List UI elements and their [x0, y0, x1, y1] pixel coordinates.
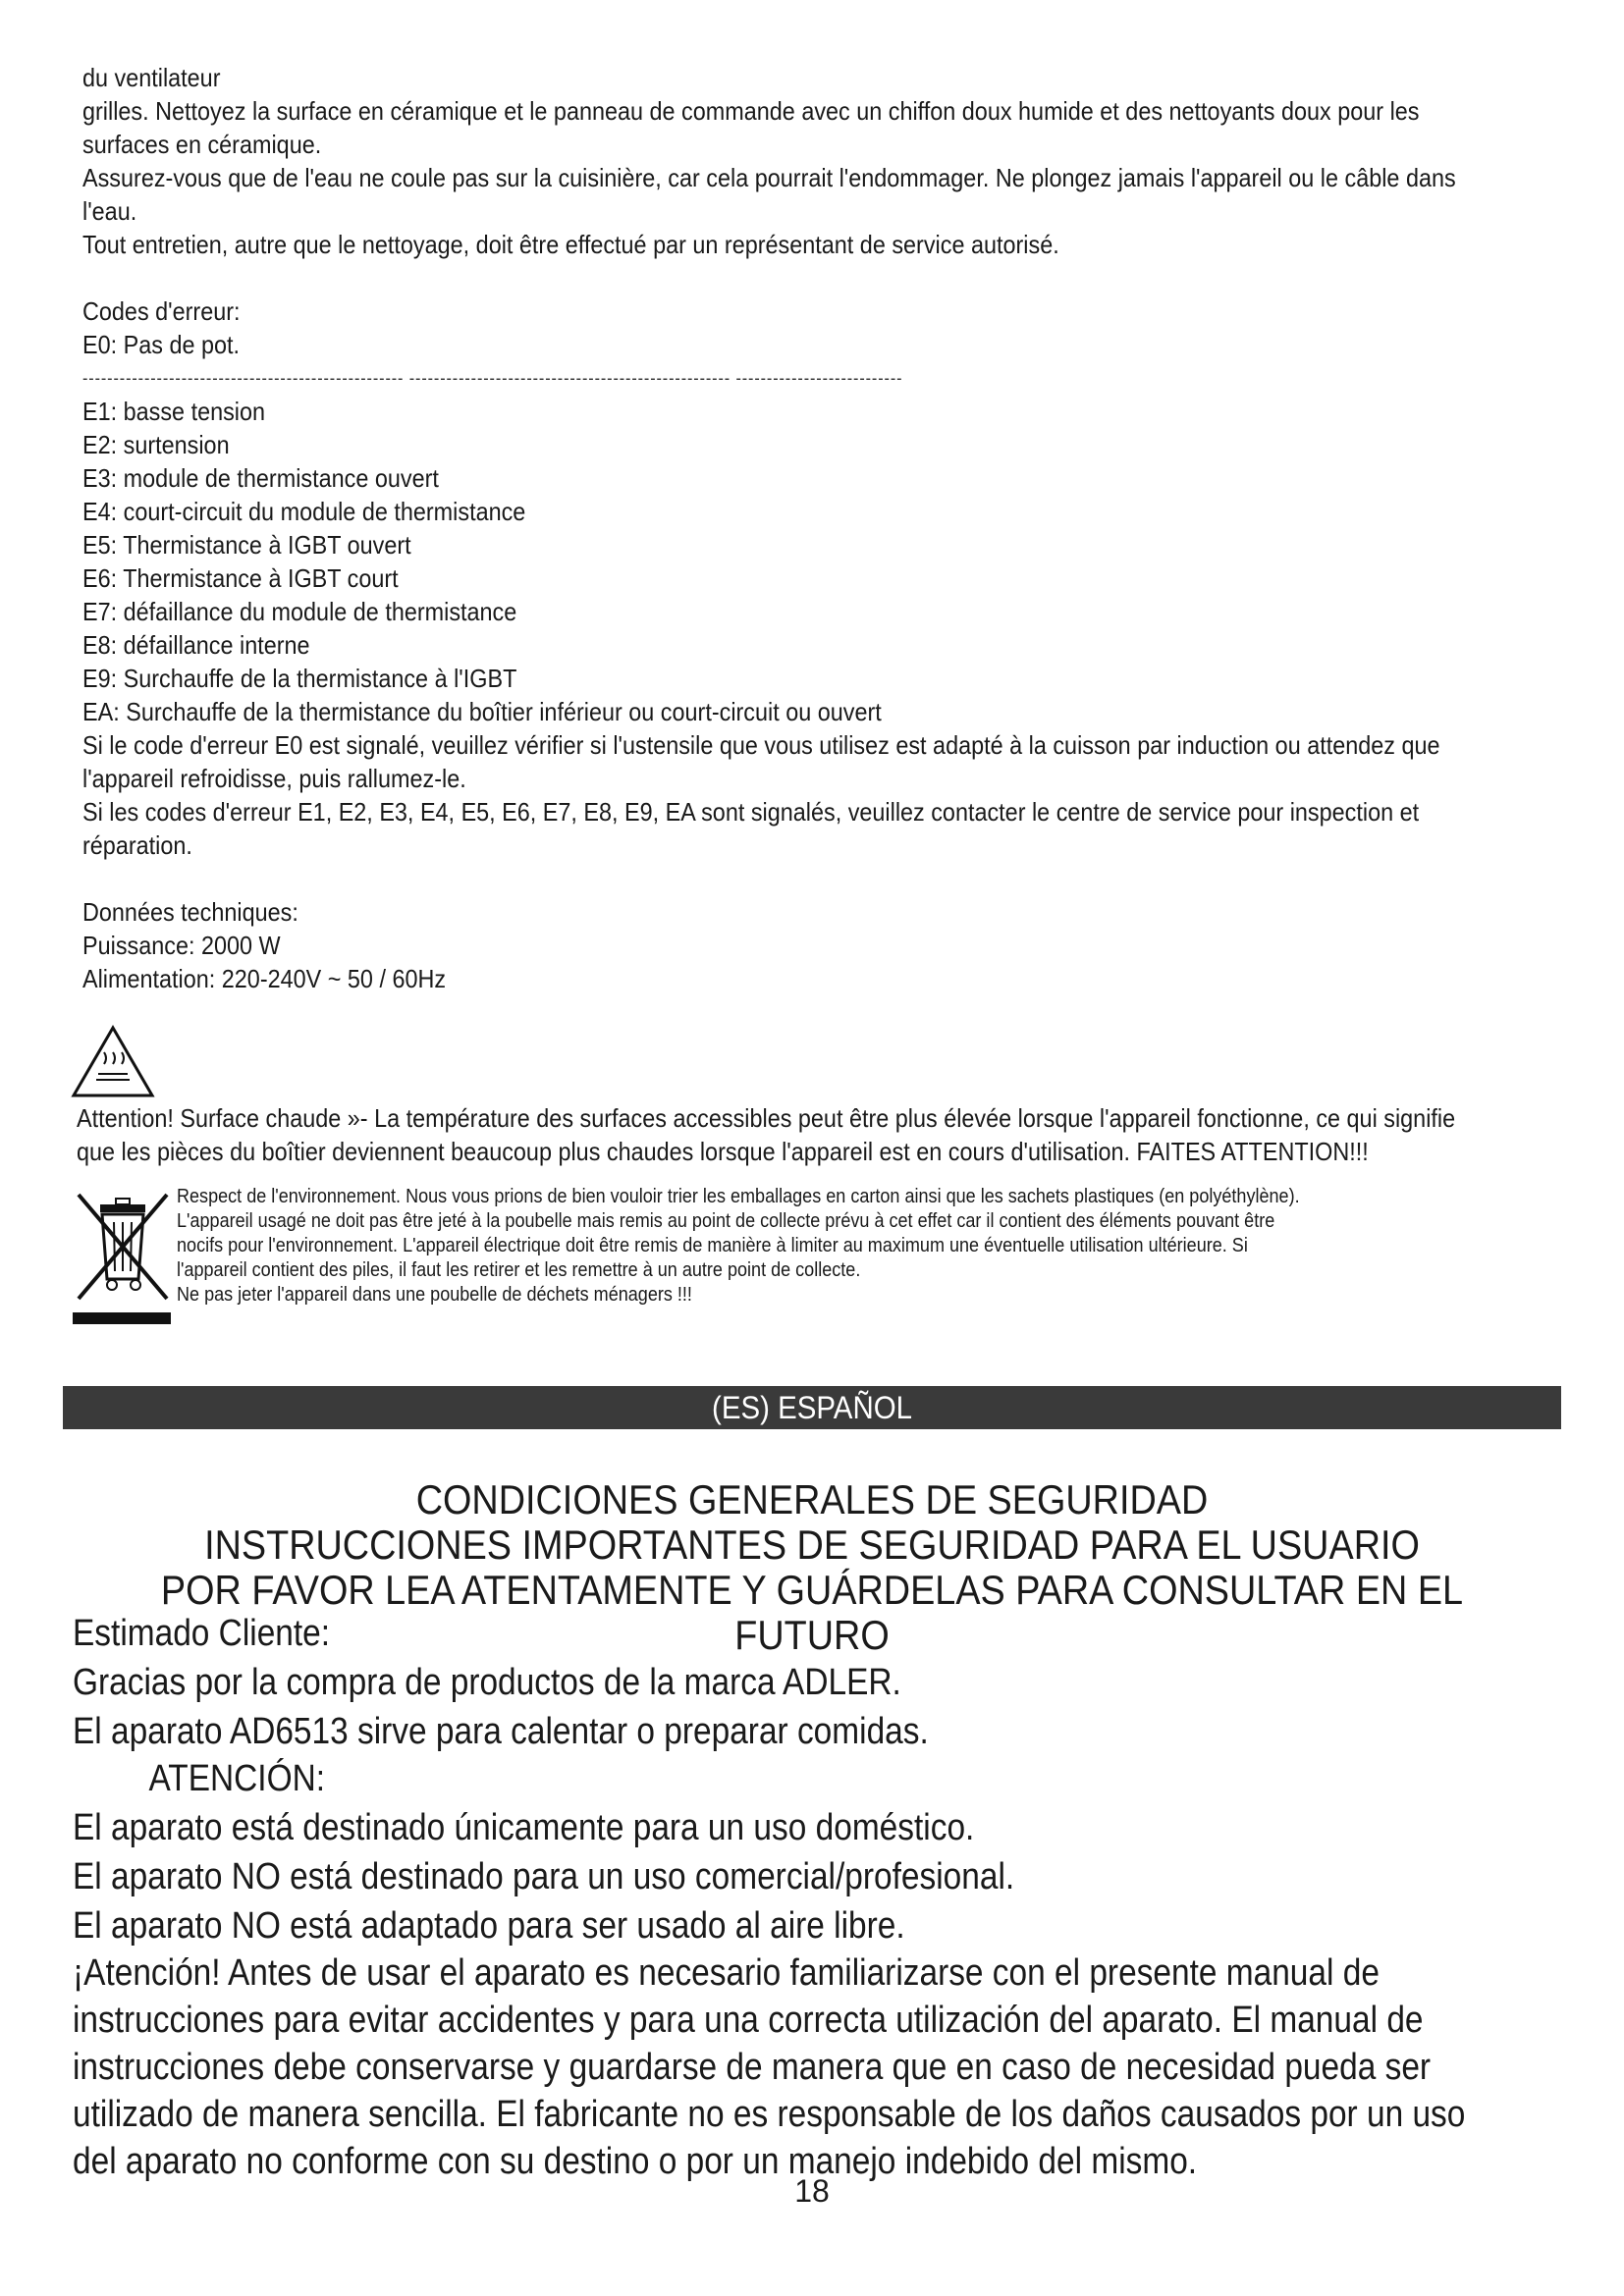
text-line: surfaces en céramique.: [82, 130, 322, 159]
language-section-bar: [63, 1386, 1561, 1429]
text-line: instrucciones debe conservarse y guardarse de manera que en caso de necesidad pueda ser: [73, 2047, 1432, 2088]
text-line: Respect de l'environnement. Nous vous prions de bien vouloir trier les emballages en carton ainsi que les sachets plastiques (en polyéthylène).: [177, 1185, 1300, 1207]
error-code-e6: E6: Thermistance à IGBT court: [82, 563, 399, 593]
error-code-e5: E5: Thermistance à IGBT ouvert: [82, 530, 411, 560]
text-line: El aparato NO está destinado para un uso comercial/profesional.: [73, 1856, 1015, 1897]
error-code-e7: E7: défaillance du module de thermistance: [82, 597, 517, 626]
text-line: del aparato no conforme con su destino o por un manejo indebido del mismo.: [73, 2141, 1198, 2182]
page-number: 18: [794, 2173, 830, 2209]
text-line: du ventilateur: [82, 63, 221, 92]
heading: POR FAVOR LEA ATENTAMENTE Y GUÁRDELAS PARA CONSULTAR EN EL FUTURO: [160, 1567, 1464, 1658]
text-line: Si les codes d'erreur E1, E2, E3, E4, E5, E6, E7, E8, E9, EA sont signalés, veuillez contacter le centre de service pour inspection et: [82, 797, 1420, 827]
text-line: l'eau.: [82, 196, 137, 226]
text-line: utilizado de manera sencilla. El fabricante no es responsable de los daños causados por un uso: [73, 2094, 1466, 2135]
text-line: réparation.: [82, 830, 192, 860]
tech-power: Puissance: 2000 W: [82, 931, 281, 960]
tech-supply: Alimentation: 220-240V ~ 50 / 60Hz: [82, 964, 447, 993]
text-line: ¡Atención! Antes de usar el aparato es necesario familiarizarse con el presente manual de: [73, 1952, 1380, 1994]
error-code-e1: E1: basse tension: [82, 397, 266, 426]
text-line: Attention! Surface chaude »- La température des surfaces accessibles peut être plus élevée lorsque l'appareil fonctionne, ce qui signifie: [77, 1103, 1456, 1133]
text-line: Si le code d'erreur E0 est signalé, veuillez vérifier si l'ustensile que vous utilisez est adapté à la cuisson par induction ou attendez que: [82, 730, 1440, 760]
error-code-e3: E3: module de thermistance ouvert: [82, 463, 439, 493]
error-code-ea: EA: Surchauffe de la thermistance du boîtier inférieur ou court-circuit ou ouvert: [82, 697, 882, 726]
error-code-e0: E0: Pas de pot.: [82, 330, 241, 359]
heading: INSTRUCCIONES IMPORTANTES DE SEGURIDAD PARA EL USUARIO: [204, 1522, 1420, 1568]
environment-notice: [177, 1184, 1594, 1307]
error-code-e8: E8: défaillance interne: [82, 630, 310, 660]
error-code-e2: E2: surtension: [82, 430, 230, 459]
text-line: instrucciones para evitar accidentes y para una correcta utilización del aparato. El manual de: [73, 2000, 1424, 2041]
tech-data-title: Données techniques:: [82, 897, 298, 927]
heading: CONDICIONES GENERALES DE SEGURIDAD: [415, 1476, 1209, 1522]
text-line: Assurez-vous que de l'eau ne coule pas sur la cuisinière, car cela pourrait l'endommager. Ne plongez jamais l'appareil ou le câble dans: [82, 163, 1456, 192]
dashed-separator: ---------------------------------------------------- ---------------------------------------------------- ---------------------------: [82, 368, 903, 388]
hot-surface-warning-text: [77, 1101, 1535, 1168]
text-line: grilles. Nettoyez la surface en céramique et le panneau de commande avec un chiffon doux humide et des nettoyants doux pour les: [82, 96, 1420, 126]
text-line: Estimado Cliente:: [73, 1613, 331, 1654]
text-line: El aparato NO está adaptado para ser usado al aire libre.: [73, 1905, 905, 1947]
error-code-e4: E4: court-circuit du module de thermistance: [82, 497, 526, 526]
text-line: El aparato AD6513 sirve para calentar o preparar comidas.: [73, 1711, 929, 1752]
text-line: Tout entretien, autre que le nettoyage, doit être effectué par un représentant de service autorisé.: [82, 230, 1059, 259]
text-line: ATENCIÓN:: [148, 1758, 326, 1799]
text-line: nocifs pour l'environnement. L'appareil électrique doit être remis de manière à limiter au maximum une éventuelle utilisation ultérieure. Si: [177, 1234, 1248, 1256]
spanish-body-text: [73, 1610, 1542, 2185]
hot-surface-warning-icon: [69, 1023, 157, 1101]
text-line: Gracias por la compra de productos de la marca ADLER.: [73, 1662, 901, 1703]
error-codes-title: Codes d'erreur:: [82, 296, 241, 326]
error-code-e9: E9: Surchauffe de la thermistance à l'IGBT: [82, 664, 517, 693]
text-line: El aparato está destinado únicamente para un uso doméstico.: [73, 1807, 975, 1848]
text-line: l'appareil contient des piles, il faut les retirer et les remettre à un autre point de collecte.: [177, 1258, 861, 1281]
french-maintenance-text: [82, 61, 1541, 995]
text-line: L'appareil usagé ne doit pas être jeté à la poubelle mais remis au point de collecte prévu à cet effet car il contient des éléments pouvant être: [177, 1209, 1275, 1232]
section-title: (ES) ESPAÑOL: [712, 1390, 912, 1425]
crossed-bin-icon: [69, 1183, 177, 1330]
text-line: Ne pas jeter l'appareil dans une poubelle de déchets ménagers !!!: [177, 1283, 692, 1306]
text-line: l'appareil refroidisse, puis rallumez-le.: [82, 764, 466, 793]
text-line: que les pièces du boîtier deviennent beaucoup plus chaudes lorsque l'appareil est en cours d'utilisation. FAITES ATTENTION!!!: [77, 1137, 1369, 1166]
